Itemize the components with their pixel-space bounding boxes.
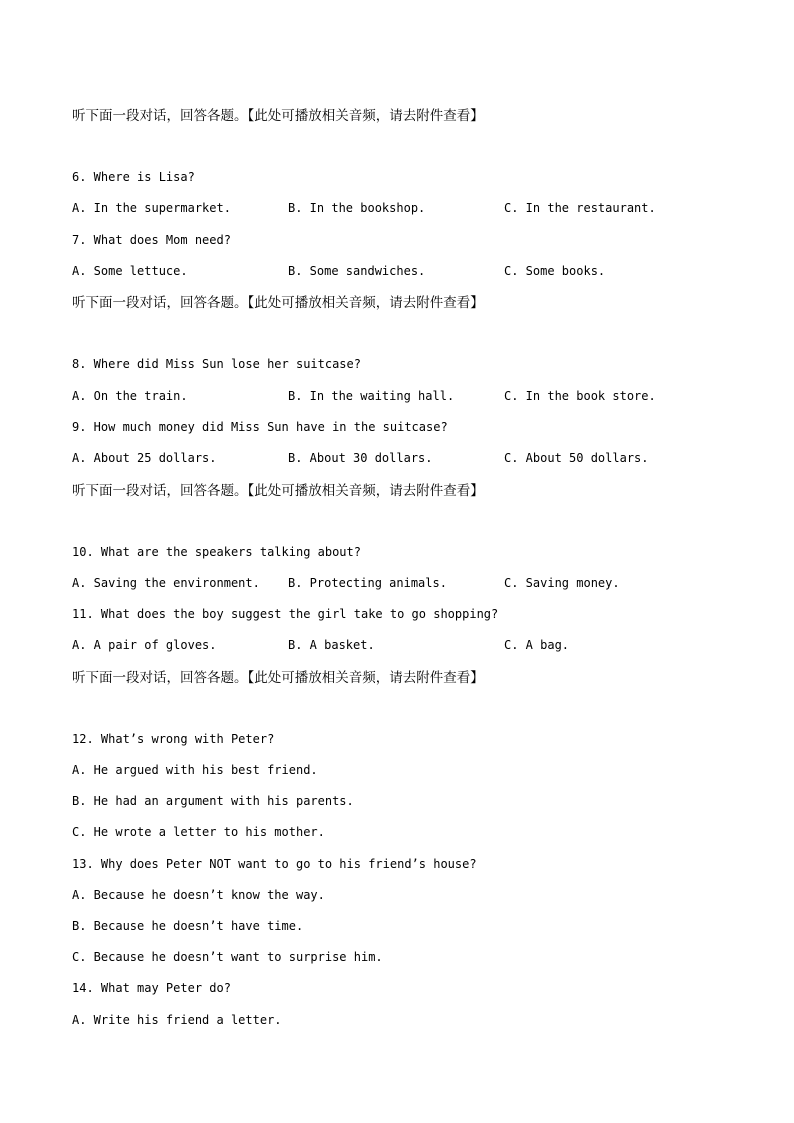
question-text: 12. What’s wrong with Peter?	[72, 732, 275, 746]
section-instruction: 听下面一段对话，回答各题。【此处可播放相关音频，请去附件查看】	[72, 483, 484, 499]
option-b: B. About 30 dollars.	[288, 451, 433, 465]
question-text: 7. What does Mom need?	[72, 233, 231, 247]
option-c: C. Because he doesn’t want to surprise him.	[72, 950, 383, 964]
option-c: C. Saving money.	[504, 576, 620, 590]
option-b: B. He had an argument with his parents.	[72, 794, 354, 808]
option-b: B. Some sandwiches.	[288, 264, 426, 278]
question-text: 11. What does the boy suggest the girl take to go shopping?	[72, 607, 499, 621]
option-a: A. A pair of gloves.	[72, 638, 217, 652]
option-a: A. Write his friend a letter.	[72, 1013, 282, 1027]
option-a: A. Saving the environment.	[72, 576, 260, 590]
question-text: 10. What are the speakers talking about?	[72, 545, 361, 559]
option-a: A. He argued with his best friend.	[72, 763, 318, 777]
question-text: 14. What may Peter do?	[72, 981, 231, 995]
option-a: A. On the train.	[72, 389, 188, 403]
option-c: C. Some books.	[504, 264, 606, 278]
option-c: C. About 50 dollars.	[504, 451, 649, 465]
option-a: A. About 25 dollars.	[72, 451, 217, 465]
option-c: C. In the book store.	[504, 389, 656, 403]
section-instruction: 听下面一段对话，回答各题。【此处可播放相关音频，请去附件查看】	[72, 295, 484, 311]
question-text: 6. Where is Lisa?	[72, 170, 195, 184]
option-c: C. He wrote a letter to his mother.	[72, 825, 325, 839]
option-a: A. In the supermarket.	[72, 201, 231, 215]
option-b: B. A basket.	[288, 638, 375, 652]
option-b: B. In the bookshop.	[288, 201, 426, 215]
option-b: B. Because he doesn’t have time.	[72, 919, 304, 933]
question-text: 8. Where did Miss Sun lose her suitcase?	[72, 357, 361, 371]
option-c: C. A bag.	[504, 638, 570, 652]
option-a: A. Some lettuce.	[72, 264, 188, 278]
section-instruction: 听下面一段对话，回答各题。【此处可播放相关音频，请去附件查看】	[72, 108, 484, 124]
option-c: C. In the restaurant.	[504, 201, 656, 215]
question-text: 9. How much money did Miss Sun have in the suitcase?	[72, 420, 448, 434]
option-a: A. Because he doesn’t know the way.	[72, 888, 325, 902]
section-instruction: 听下面一段对话，回答各题。【此处可播放相关音频，请去附件查看】	[72, 670, 484, 686]
option-b: B. Protecting animals.	[288, 576, 447, 590]
option-b: B. In the waiting hall.	[288, 389, 455, 403]
question-text: 13. Why does Peter NOT want to go to his friend’s house?	[72, 857, 477, 871]
